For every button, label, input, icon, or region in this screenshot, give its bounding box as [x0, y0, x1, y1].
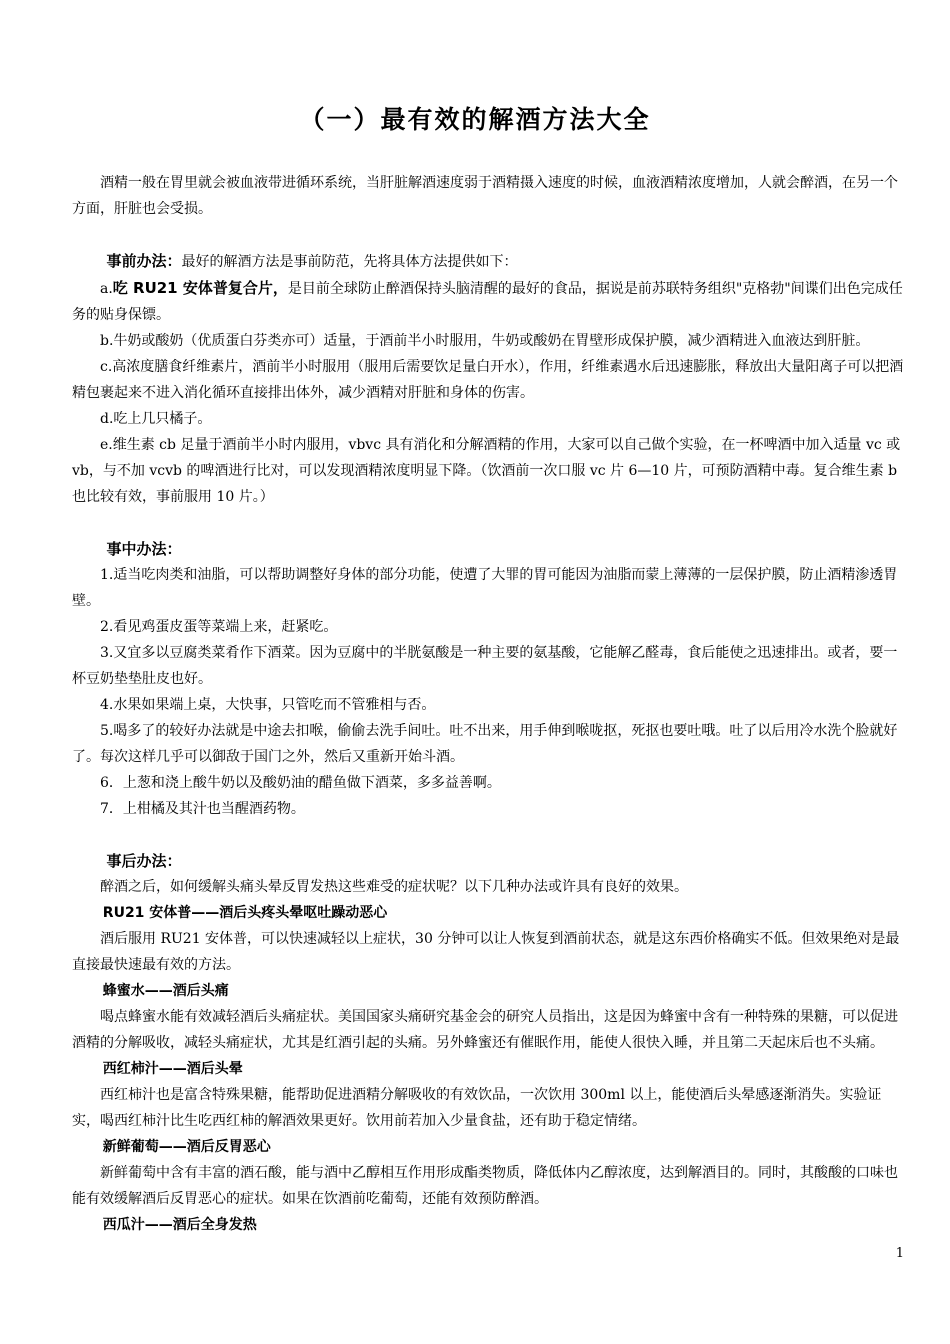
intro-paragraph: 酒精一般在胃里就会被血液带进循环系统，当肝脏解酒速度弱于酒精摄入速度的时候，血液酒精浓度增加，人就会醉酒，在另一个方面，肝脏也会受损。 — [72, 175, 898, 217]
document-body — [72, 170, 908, 1238]
after-section-text: 酒后服用 RU21 安体普，可以快速减轻以上症状，30 分钟可以让人恢复到酒前状态，就是这东西价格确实不低。但效果绝对是最直接最快速最有效的方法。 — [72, 931, 900, 973]
page-number: 1 — [895, 1246, 904, 1261]
after-section-text: 西红柿汁也是富含特殊果糖，能帮助促进酒精分解吸收的有效饮品，一次饮用 300ml 以上，能使酒后头晕感逐渐消失。实验证实，喝西红柿汁比生吃西红柿的解酒效果更好。饮用前若加入少量食盐，还有助于稳定情绪。 — [72, 1087, 882, 1129]
after-section-title: RU21 安体普——酒后头疼头晕呕吐躁动恶心 — [102, 905, 388, 921]
during-item: 7．上柑橘及其汁也当醒酒药物。 — [100, 801, 305, 817]
during-heading: 事中办法： — [106, 540, 182, 558]
after-intro: 醉酒之后，如何缓解头痛头晕反胃发热这些难受的症状呢？以下几种办法或许具有良好的效果。 — [100, 879, 688, 895]
after-section-title: 蜂蜜水——酒后头痛 — [102, 983, 229, 999]
before-item-a-highlight: 吃 RU21 安体普复合片， — [112, 279, 288, 297]
after-section-title: 新鲜葡萄——酒后反胃恶心 — [102, 1139, 271, 1155]
before-heading: 事前办法：最好的解酒方法是事前防范，先将具体方法提供如下： — [106, 252, 518, 270]
during-item: 2.看见鸡蛋皮蛋等菜端上来，赶紧吃。 — [100, 619, 338, 635]
during-item: 3.又宜多以豆腐类菜肴作下酒菜。因为豆腐中的半胱氨酸是一种主要的氨基酸，它能解乙醛毒，食后能使之迅速排出。或者，要一杯豆奶垫垫肚皮也好。 — [72, 645, 898, 687]
before-item-a: a.吃 RU21 安体普复合片，是目前全球防止醉酒保持头脑清醒的最好的食品，据说是前苏联特务组织"克格勃"间谍们出色完成任务的贴身保镖。 — [72, 279, 903, 323]
before-item: d.吃上几只橘子。 — [100, 411, 212, 427]
after-heading: 事后办法： — [106, 852, 182, 870]
page-title: （一）最有效的解酒方法大全 — [299, 105, 651, 134]
before-item: e.维生素 cb 足量于酒前半小时内服用，vbvc 具有消化和分解酒精的作用，大家可以自己做个实验，在一杯啤酒中加入适量 vc 或 vb，与不加 vcvb 的啤酒进行比对，可以发现酒精浓度明显下降。（饮酒前一次口服 vc 片 6—10 片，可预防酒精中毒。复合维生素 b 也比较有效，事前服用 10 片。） — [72, 437, 901, 505]
before-item: b.牛奶或酸奶（优质蛋白芬类亦可）适量，于酒前半小时服用，牛奶或酸奶在胃壁形成保护膜，减少酒精进入血液达到肝脏。 — [100, 333, 870, 349]
during-item: 1.适当吃肉类和油脂，可以帮助调整好身体的部分功能，使遭了大罪的胃可能因为油脂而蒙上薄薄的一层保护膜，防止酒精渗透胃壁。 — [72, 567, 898, 609]
during-item: 4.水果如果端上桌，大快事，只管吃而不管雅相与否。 — [100, 697, 436, 713]
after-section-text: 喝点蜂蜜水能有效减轻酒后头痛症状。美国国家头痛研究基金会的研究人员指出，这是因为蜂蜜中含有一种特殊的果糖，可以促进酒精的分解吸收，减轻头痛症状，尤其是红酒引起的头痛。另外蜂蜜还有催眠作用，能使人很快入睡，并且第二天起床后也不头痛。 — [72, 1009, 898, 1051]
after-section-text: 新鲜葡萄中含有丰富的酒石酸，能与酒中乙醇相互作用形成酯类物质，降低体内乙醇浓度，达到解酒目的。同时，其酸酸的口味也能有效缓解酒后反胃恶心的症状。如果在饮酒前吃葡萄，还能有效预防醉酒。 — [72, 1165, 898, 1207]
before-heading-rest: 最好的解酒方法是事前防范，先将具体方法提供如下： — [181, 254, 518, 270]
before-item: c.高浓度膳食纤维素片，酒前半小时服用（服用后需要饮足量白开水），作用，纤维素遇水后迅速膨胀，释放出大量阳离子可以把酒精包裹起来不进入消化循环直接排出体外，减少酒精对肝脏和身体的伤害。 — [72, 359, 904, 401]
during-item: 5.喝多了的较好办法就是中途去扣喉，偷偷去洗手间吐。吐不出来，用手伸到喉咙抠，死抠也要吐哦。吐了以后用冷水洗个脸就好了。每次这样几乎可以御敌于国门之外，然后又重新开始斗酒。 — [72, 723, 898, 765]
after-section-title: 西瓜汁——酒后全身发热 — [102, 1217, 257, 1233]
after-section-title: 西红柿汁——酒后头晕 — [102, 1061, 243, 1077]
during-item: 6．上葱和浇上酸牛奶以及酸奶油的醋鱼做下酒菜，多多益善啊。 — [100, 775, 501, 791]
